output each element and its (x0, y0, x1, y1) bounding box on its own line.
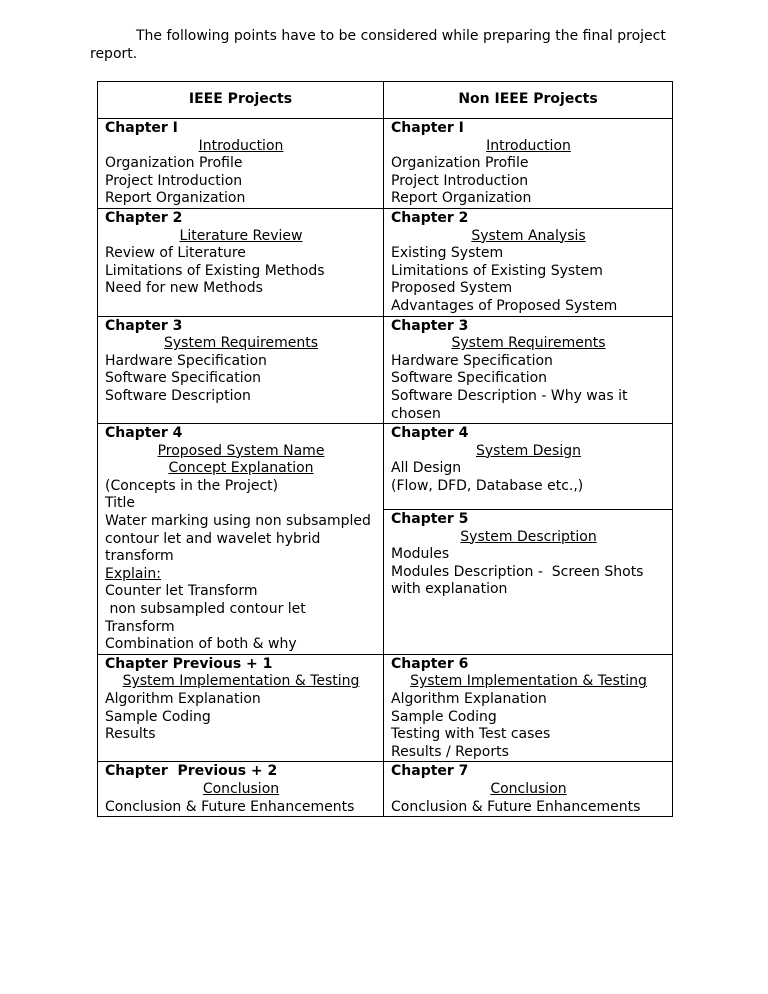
non-ieee-cell (384, 208, 673, 316)
list-item: Counter let Transform (105, 583, 258, 600)
ieee-cell (98, 654, 384, 762)
list-item: Combination of both & why (105, 636, 297, 653)
explain-label: Explain: (105, 565, 161, 582)
list-item: Hardware Specification (391, 352, 553, 369)
chapter-subtitle: System Implementation & Testing (122, 673, 360, 690)
chapter-subtitle: System Design (476, 442, 581, 459)
non-ieee-cell (384, 424, 673, 510)
list-item: Software Specification (105, 370, 262, 387)
list-item: Existing System (391, 245, 504, 262)
chapter-subtitle: Conclusion (202, 780, 280, 797)
list-item: Sample Coding (105, 708, 211, 725)
list-item: Testing with Test cases (391, 726, 551, 743)
list-item: (Concepts in the Project) (105, 477, 279, 494)
chapter-heading: Chapter 6 (391, 655, 469, 672)
report-structure-table (97, 81, 673, 817)
ieee-cell (98, 762, 384, 817)
header-ieee: IEEE Projects (98, 82, 384, 119)
table-header-row (98, 82, 673, 119)
chapter-subtitle: System Requirements (164, 335, 318, 352)
list-item: Organization Profile (391, 155, 529, 172)
list-item: Title (105, 495, 136, 512)
chapter-heading: Chapter I (105, 120, 178, 136)
list-item: Project Introduction (391, 172, 529, 189)
chapter-subtitle: Conclusion (490, 780, 567, 797)
chapter-heading: Chapter 3 (391, 317, 469, 334)
non-ieee-cell (384, 119, 673, 209)
table-row (98, 208, 673, 316)
chapter-subtitle: System Description (460, 528, 597, 545)
list-item: Software Specification (391, 370, 548, 387)
chapter-subtitle: System Requirements (451, 335, 606, 352)
chapter-heading: Chapter 5 (391, 511, 469, 528)
non-ieee-cell (384, 510, 673, 655)
chapter-heading: Chapter I (391, 120, 464, 136)
list-item: Report Organization (105, 190, 246, 207)
list-item: Review of Literature (105, 245, 246, 262)
chapter-subtitle-secondary: Concept Explanation (168, 460, 314, 477)
table-row (98, 762, 673, 817)
list-item: Conclusion & Future Enhancements (105, 798, 355, 815)
intro-text: The following points have to be considered while preparing the final project report. (90, 28, 666, 62)
table-row (98, 654, 673, 762)
chapter-heading: Chapter 4 (105, 425, 183, 442)
ieee-cell (98, 208, 384, 316)
non-ieee-cell (384, 762, 673, 817)
list-item: Report Organization (391, 190, 532, 207)
chapter-heading: Chapter 2 (105, 209, 183, 226)
non-ieee-cell (384, 316, 673, 424)
list-item: Algorithm Explanation (105, 691, 261, 707)
chapter-heading: Chapter Previous + 2 (105, 763, 278, 780)
list-item: Project Introduction (105, 172, 243, 189)
list-item: Software Description (105, 387, 251, 404)
chapter-heading: Chapter 7 (391, 763, 469, 780)
list-item: Results (105, 726, 156, 743)
list-item: Algorithm Explanation (391, 691, 547, 707)
list-item: Limitations of Existing System (391, 262, 603, 279)
ieee-cell (98, 119, 384, 209)
intro-paragraph (90, 28, 670, 63)
list-item: (Flow, DFD, Database etc.,) (391, 477, 584, 494)
list-item: Water marking using non subsampled contour let and wavelet hybrid transform (105, 513, 371, 565)
list-item: Sample Coding (391, 708, 497, 725)
header-non-ieee: Non IEEE Projects (384, 82, 673, 119)
table-row (98, 119, 673, 209)
chapter-heading: Chapter Previous + 1 (105, 655, 273, 672)
list-item: Modules Description - Screen Shots with explanation (391, 563, 648, 598)
list-item: Conclusion & Future Enhancements (391, 798, 641, 815)
list-item: Results / Reports (391, 743, 509, 760)
table-row (98, 316, 673, 424)
chapter-heading: Chapter 3 (105, 317, 183, 334)
list-item: Advantages of Proposed System (391, 297, 618, 314)
list-item: Need for new Methods (105, 280, 263, 297)
non-ieee-cell (384, 654, 673, 762)
chapter-subtitle: Proposed System Name (157, 442, 325, 459)
list-item: All Design (391, 460, 462, 477)
chapter-subtitle: Introduction (198, 137, 284, 154)
list-item: Modules (391, 546, 450, 563)
list-item: Software Description - Why was it chosen (391, 387, 628, 422)
list-item: Proposed System (391, 280, 513, 297)
chapter-subtitle: Introduction (486, 137, 571, 154)
list-item: Limitations of Existing Methods (105, 262, 325, 279)
chapter-heading: Chapter 4 (391, 425, 469, 442)
list-item: Organization Profile (105, 155, 243, 172)
list-item: non subsampled contour let Transform (105, 601, 311, 635)
table-row (98, 424, 673, 510)
chapter-heading: Chapter 2 (391, 209, 469, 226)
chapter-subtitle: System Analysis (471, 227, 586, 244)
chapter-subtitle: System Implementation & Testing (410, 673, 647, 690)
list-item: Hardware Specification (105, 352, 267, 369)
ieee-cell (98, 424, 384, 655)
ieee-cell (98, 316, 384, 424)
chapter-subtitle: Literature Review (179, 227, 303, 244)
